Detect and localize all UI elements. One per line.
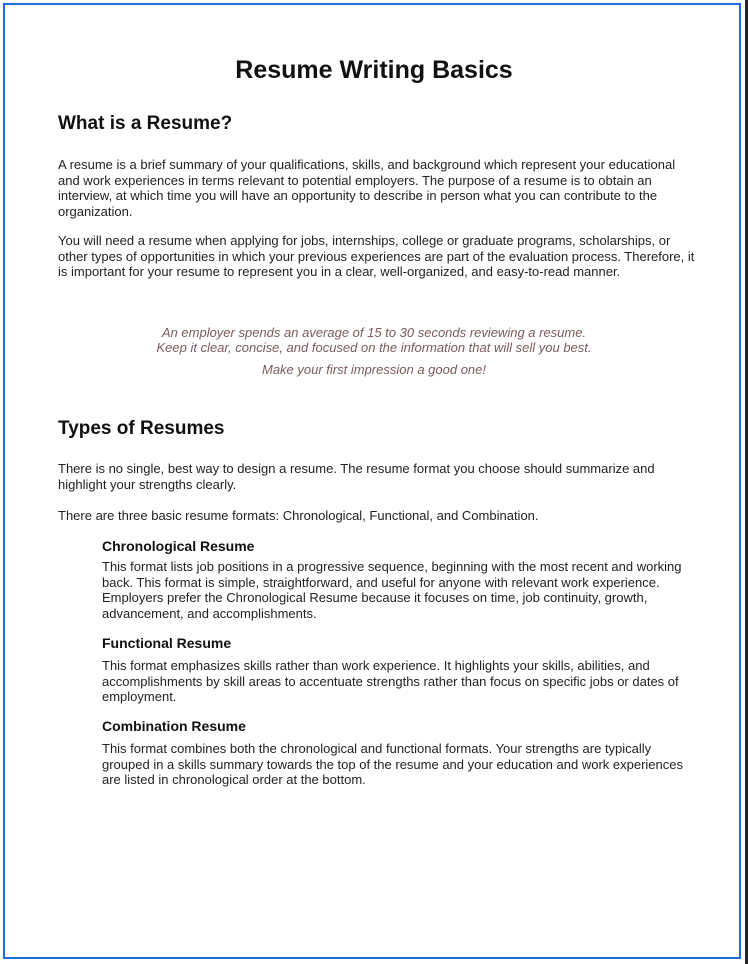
callout-quote-line-2: Keep it clear, concise, and focused on the information that will sell you best. [156,340,592,355]
paragraph-resume-definition: A resume is a brief summary of your qualifications, skills, and background which represent your educational and work experiences in terms relevant to potential employers. The purpose of a resume is to obtain an interview, at which time you will have an opportunity to describe in person what you can contribute to the organization. [58,157,676,219]
format-heading-combination: Combination Resume [102,718,246,734]
callout-quote-line-1: An employer spends an average of 15 to 30 seconds reviewing a resume. [161,325,587,340]
callout-quote-line-3: Make your first impression a good one! [262,362,486,377]
format-heading-functional: Functional Resume [102,635,232,651]
format-description-chronological: This format lists job positions in a progressive sequence, beginning with the most recent and working back. This format is simple, straightforward, and useful for anyone with relevant work experience. Employers prefer the Chronological Resume because it focuses on time, job continuity, growth, advancement, and accomplishments. [102,559,682,621]
section-heading-what-is-resume: What is a Resume? [58,113,233,134]
paragraph-three-formats: There are three basic resume formats: Chronological, Functional, and Combination. [58,508,539,523]
paragraph-no-single-way: There is no single, best way to design a resume. The resume format you choose should summarize and highlight your strengths clearly. [58,461,655,492]
page-title: Resume Writing Basics [235,56,513,84]
paragraph-resume-need: You will need a resume when applying for jobs, internships, college or graduate programs, scholarships, or other types of opportunities in which your previous experiences are part of the evaluation process. Therefore, it is important for your resume to represent you in a clear, well-organized, and easy-to-read manner. [58,233,695,280]
format-description-functional: This format emphasizes skills rather than work experience. It highlights your skills, abilities, and accomplishments by skill areas to accentuate strengths rather than focus on specific jobs or dates of employment. [102,658,679,705]
format-heading-chronological: Chronological Resume [102,538,255,554]
format-description-combination: This format combines both the chronological and functional formats. Your strengths are typically grouped in a skills summary towards the top of the resume and your education and work experiences are listed in chronological order at the bottom. [102,741,683,788]
section-heading-types-of-resumes: Types of Resumes [58,418,225,439]
